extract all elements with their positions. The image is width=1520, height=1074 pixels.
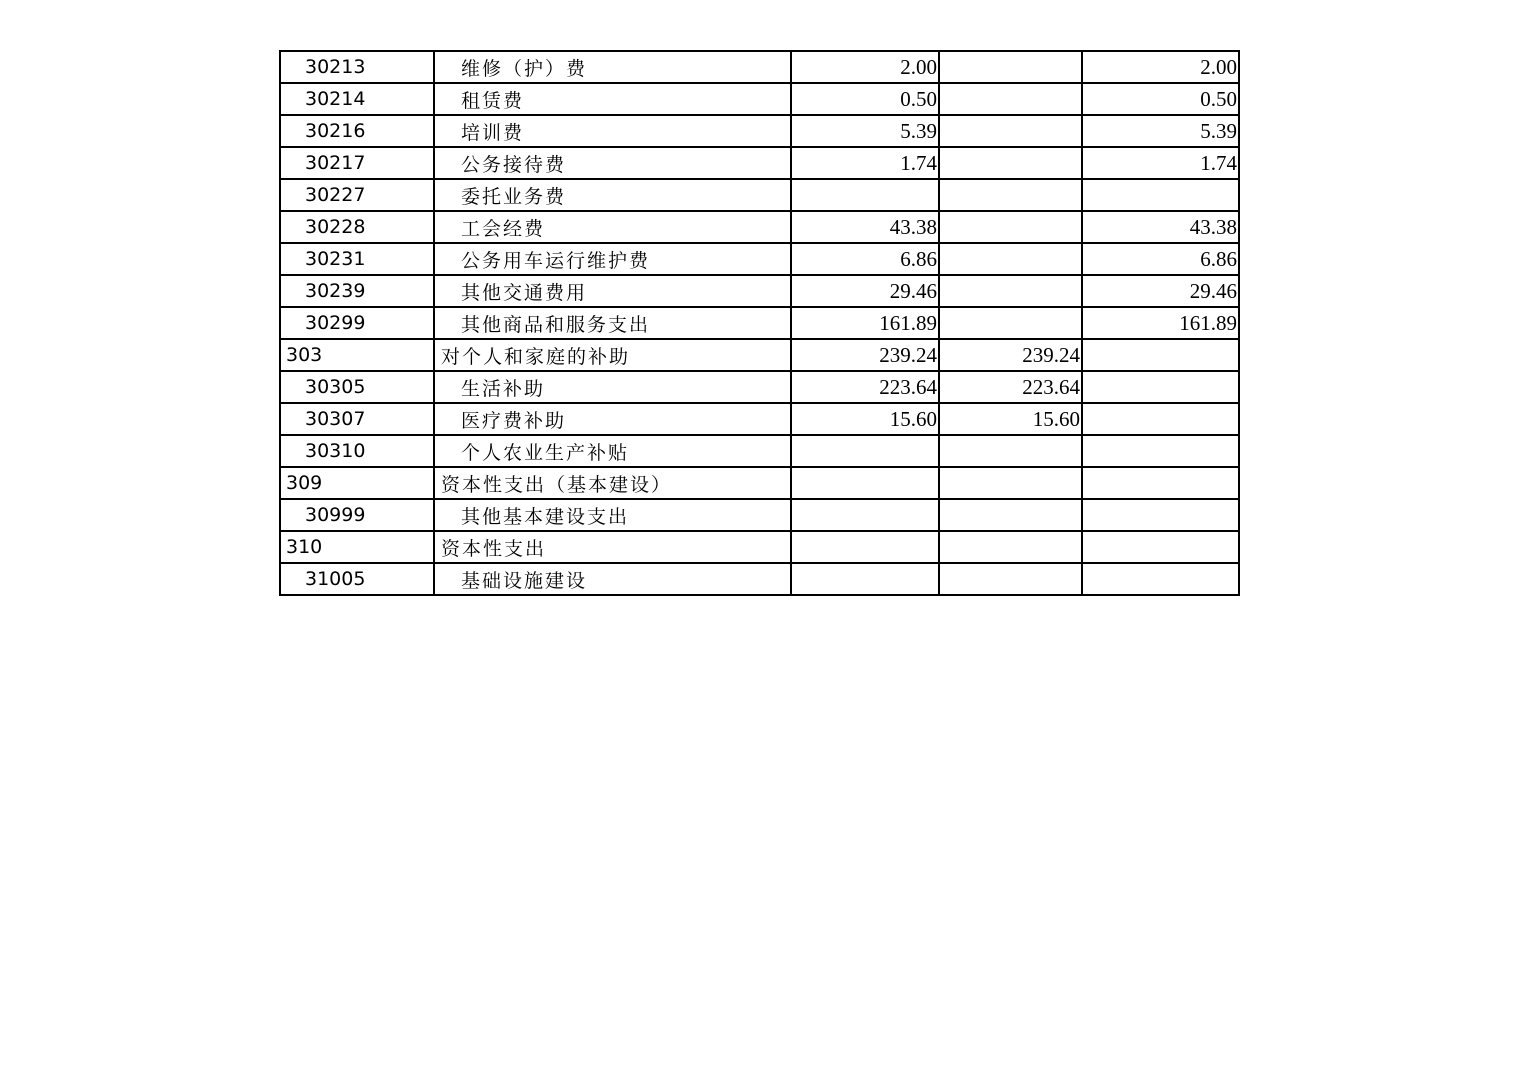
table-row — [280, 51, 1239, 83]
row-code: 30217 — [280, 147, 434, 179]
row-project: 29.46 — [1082, 275, 1239, 307]
table-row — [280, 179, 1239, 211]
row-code: 303 — [280, 339, 434, 371]
row-code: 30216 — [280, 115, 434, 147]
row-code: 310 — [280, 531, 434, 563]
row-total — [791, 179, 939, 211]
row-name: 对个人和家庭的补助 — [434, 339, 791, 371]
table-row — [280, 499, 1239, 531]
row-project — [1082, 499, 1239, 531]
row-total — [791, 531, 939, 563]
row-basic — [939, 531, 1082, 563]
row-code: 309 — [280, 467, 434, 499]
row-code: 30307 — [280, 403, 434, 435]
row-basic — [939, 211, 1082, 243]
row-code: 30228 — [280, 211, 434, 243]
table-row — [280, 339, 1239, 371]
row-project — [1082, 563, 1239, 595]
row-project: 5.39 — [1082, 115, 1239, 147]
row-name: 生活补助 — [434, 371, 791, 403]
row-code: 30239 — [280, 275, 434, 307]
row-code: 30305 — [280, 371, 434, 403]
table-row — [280, 147, 1239, 179]
table-row — [280, 403, 1239, 435]
table-row — [280, 275, 1239, 307]
row-code: 30231 — [280, 243, 434, 275]
row-name: 公务用车运行维护费 — [434, 243, 791, 275]
row-name: 维修（护）费 — [434, 51, 791, 83]
row-project — [1082, 403, 1239, 435]
row-code: 30299 — [280, 307, 434, 339]
row-project — [1082, 339, 1239, 371]
row-name: 委托业务费 — [434, 179, 791, 211]
row-project: 43.38 — [1082, 211, 1239, 243]
table-row — [280, 243, 1239, 275]
row-basic — [939, 243, 1082, 275]
row-total — [791, 499, 939, 531]
row-basic — [939, 275, 1082, 307]
row-name: 培训费 — [434, 115, 791, 147]
row-total: 2.00 — [791, 51, 939, 83]
row-project — [1082, 531, 1239, 563]
row-basic: 223.64 — [939, 371, 1082, 403]
row-total: 161.89 — [791, 307, 939, 339]
row-project: 2.00 — [1082, 51, 1239, 83]
expenditure-table — [279, 50, 1240, 596]
row-code: 31005 — [280, 563, 434, 595]
table-body — [280, 51, 1239, 595]
row-total: 6.86 — [791, 243, 939, 275]
row-basic — [939, 307, 1082, 339]
table-row — [280, 83, 1239, 115]
row-code: 30213 — [280, 51, 434, 83]
table-row — [280, 211, 1239, 243]
row-total — [791, 467, 939, 499]
row-total: 239.24 — [791, 339, 939, 371]
row-basic — [939, 467, 1082, 499]
row-total: 223.64 — [791, 371, 939, 403]
row-name: 基础设施建设 — [434, 563, 791, 595]
table-row — [280, 435, 1239, 467]
row-project: 161.89 — [1082, 307, 1239, 339]
row-name: 医疗费补助 — [434, 403, 791, 435]
row-total: 1.74 — [791, 147, 939, 179]
row-name: 工会经费 — [434, 211, 791, 243]
row-project — [1082, 435, 1239, 467]
row-total: 15.60 — [791, 403, 939, 435]
table-row — [280, 307, 1239, 339]
row-project — [1082, 179, 1239, 211]
row-code: 30310 — [280, 435, 434, 467]
row-total: 29.46 — [791, 275, 939, 307]
row-total: 43.38 — [791, 211, 939, 243]
row-basic — [939, 115, 1082, 147]
row-basic — [939, 179, 1082, 211]
table-row — [280, 563, 1239, 595]
table-row — [280, 371, 1239, 403]
row-basic — [939, 51, 1082, 83]
row-name: 其他基本建设支出 — [434, 499, 791, 531]
row-name: 个人农业生产补贴 — [434, 435, 791, 467]
row-basic — [939, 83, 1082, 115]
row-name: 资本性支出（基本建设） — [434, 467, 791, 499]
row-total: 5.39 — [791, 115, 939, 147]
row-code: 30999 — [280, 499, 434, 531]
row-project: 6.86 — [1082, 243, 1239, 275]
row-code: 30227 — [280, 179, 434, 211]
row-name: 其他商品和服务支出 — [434, 307, 791, 339]
row-basic — [939, 563, 1082, 595]
row-basic — [939, 147, 1082, 179]
table-row — [280, 115, 1239, 147]
row-project: 1.74 — [1082, 147, 1239, 179]
row-basic: 15.60 — [939, 403, 1082, 435]
row-basic: 239.24 — [939, 339, 1082, 371]
row-project — [1082, 371, 1239, 403]
row-basic — [939, 435, 1082, 467]
row-project: 0.50 — [1082, 83, 1239, 115]
row-project — [1082, 467, 1239, 499]
row-total: 0.50 — [791, 83, 939, 115]
row-name: 其他交通费用 — [434, 275, 791, 307]
row-name: 租赁费 — [434, 83, 791, 115]
row-total — [791, 563, 939, 595]
row-name: 公务接待费 — [434, 147, 791, 179]
row-basic — [939, 499, 1082, 531]
row-total — [791, 435, 939, 467]
table-row — [280, 531, 1239, 563]
row-name: 资本性支出 — [434, 531, 791, 563]
row-code: 30214 — [280, 83, 434, 115]
table-row — [280, 467, 1239, 499]
